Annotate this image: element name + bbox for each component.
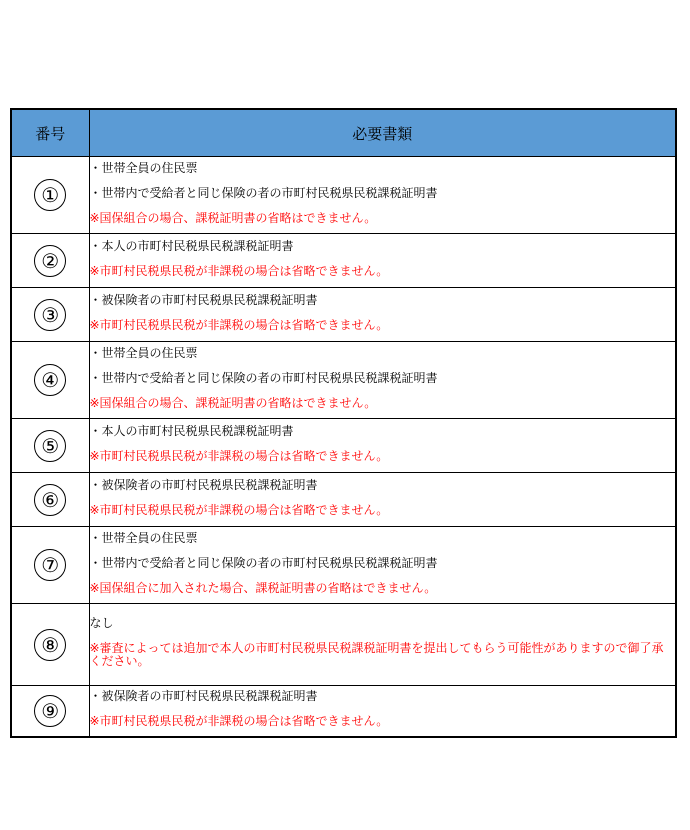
row-number: ⑨ [34, 695, 66, 727]
document-note: ※市町村民税県民税が非課税の場合は省略できません。 [89, 317, 389, 332]
table-row [11, 288, 676, 342]
document-item: ・本人の市町村民税県民税課税証明書 [89, 423, 294, 438]
document-note: ※市町村民税県民税が非課税の場合は省略できません。 [89, 714, 389, 728]
number-cell [11, 234, 89, 288]
document-note: ※市町村民税県民税が非課税の場合は省略できません。 [89, 502, 389, 517]
number-cell [11, 342, 89, 419]
table-row [11, 473, 676, 527]
document-item: ・被保険者の市町村民税県民税課税証明書 [89, 477, 318, 492]
table-row [11, 157, 676, 234]
document-item: ・世帯内で受給者と同じ保険の者の市町村民税県民税課税証明書 [89, 185, 438, 200]
number-cell [11, 419, 89, 473]
table-row [11, 686, 676, 738]
documents-cell [89, 527, 676, 604]
document-note: ※審査によっては追加で本人の市町村民税県民税課税証明書を提出してもらう可能性がありますので御了承ください。 [89, 641, 664, 668]
row-number: ② [34, 245, 66, 277]
documents-cell [89, 288, 676, 342]
table-header-row [11, 109, 676, 157]
documents-cell [89, 419, 676, 473]
documents-cell [89, 157, 676, 234]
number-cell [11, 473, 89, 527]
document-note: ※市町村民税県民税が非課税の場合は省略できません。 [89, 448, 389, 463]
document-item: ・被保険者の市町村民税県民税課税証明書 [89, 292, 318, 307]
document-item: ・被保険者の市町村民税県民税課税証明書 [89, 689, 318, 703]
document-item: なし [89, 616, 114, 630]
header-documents: 必要書類 [89, 109, 676, 157]
documents-cell [89, 473, 676, 527]
number-cell [11, 527, 89, 604]
document-item: ・世帯内で受給者と同じ保険の者の市町村民税県民税課税証明書 [89, 555, 438, 570]
required-documents-table [10, 108, 677, 738]
row-number: ⑦ [34, 549, 66, 581]
documents-cell [89, 234, 676, 288]
number-cell [11, 157, 89, 234]
header-number: 番号 [11, 109, 89, 157]
document-item: ・世帯内で受給者と同じ保険の者の市町村民税県民税課税証明書 [89, 370, 438, 385]
number-cell [11, 604, 89, 686]
document-note: ※国保組合に加入された場合、課税証明書の省略はできません。 [89, 580, 437, 595]
document-item: ・本人の市町村民税県民税課税証明書 [89, 238, 294, 253]
row-number: ③ [34, 299, 66, 331]
document-note: ※国保組合の場合、課税証明書の省略はできません。 [89, 210, 377, 225]
row-number: ⑧ [34, 629, 66, 661]
row-number: ⑥ [34, 484, 66, 516]
row-number: ④ [34, 364, 66, 396]
document-item: ・世帯全員の住民票 [89, 160, 198, 175]
row-number: ① [34, 179, 66, 211]
number-cell [11, 686, 89, 738]
table-row [11, 604, 676, 686]
document-item: ・世帯全員の住民票 [89, 345, 198, 360]
row-number: ⑤ [34, 430, 66, 462]
table-row [11, 234, 676, 288]
table-row [11, 342, 676, 419]
document-item: ・世帯全員の住民票 [89, 530, 198, 545]
table-row [11, 419, 676, 473]
number-cell [11, 288, 89, 342]
document-note: ※国保組合の場合、課税証明書の省略はできません。 [89, 395, 377, 410]
documents-cell [89, 686, 676, 738]
documents-cell [89, 342, 676, 419]
document-note: ※市町村民税県民税が非課税の場合は省略できません。 [89, 263, 389, 278]
documents-cell [89, 604, 676, 686]
table-row [11, 527, 676, 604]
